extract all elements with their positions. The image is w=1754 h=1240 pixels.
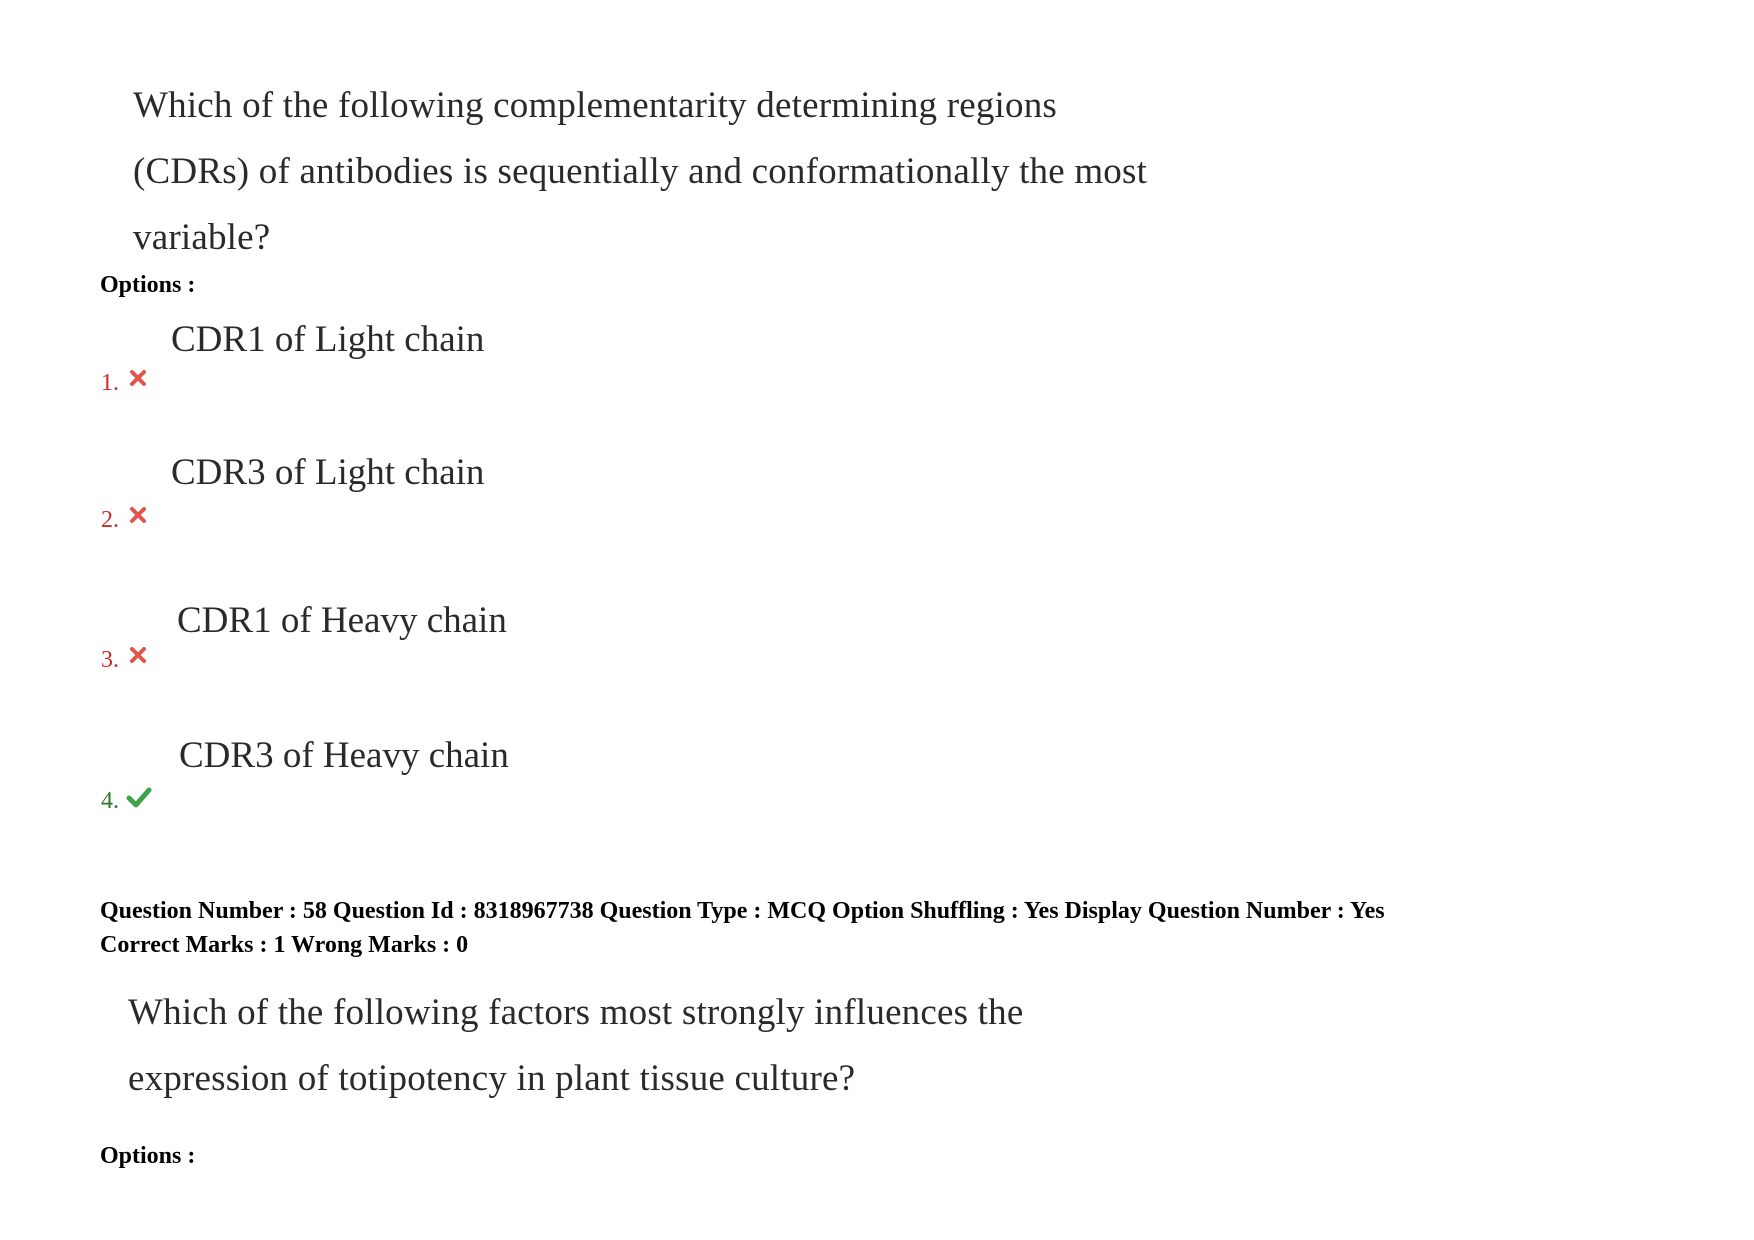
option-text: CDR1 of Heavy chain: [177, 600, 507, 641]
question-line: Which of the following factors most strongly influences the: [128, 992, 1024, 1033]
cross-icon: [128, 368, 148, 388]
option-number: 4.: [101, 788, 119, 814]
option-text: CDR1 of Light chain: [171, 319, 485, 360]
option-number: 2.: [101, 507, 119, 533]
question-marks: Correct Marks : 1 Wrong Marks : 0: [100, 932, 469, 958]
options-label: Options :: [100, 272, 196, 298]
check-icon: [126, 786, 152, 808]
question-line: (CDRs) of antibodies is sequentially and conformationally the most: [133, 151, 1148, 192]
cross-icon: [128, 505, 148, 525]
question-line: Which of the following complementarity determining regions: [133, 85, 1058, 126]
question-line: variable?: [133, 217, 271, 258]
cross-icon: [128, 645, 148, 665]
question-meta: Question Number : 58 Question Id : 8318967738 Question Type : MCQ Option Shuffling : Yes Display Question Number : Yes: [100, 898, 1385, 924]
option-text: CDR3 of Heavy chain: [179, 735, 509, 776]
option-number: 3.: [101, 647, 119, 673]
option-text: CDR3 of Light chain: [171, 452, 485, 493]
question-line: expression of totipotency in plant tissue culture?: [128, 1058, 856, 1099]
option-number: 1.: [101, 370, 119, 396]
options-label: Options :: [100, 1143, 196, 1169]
